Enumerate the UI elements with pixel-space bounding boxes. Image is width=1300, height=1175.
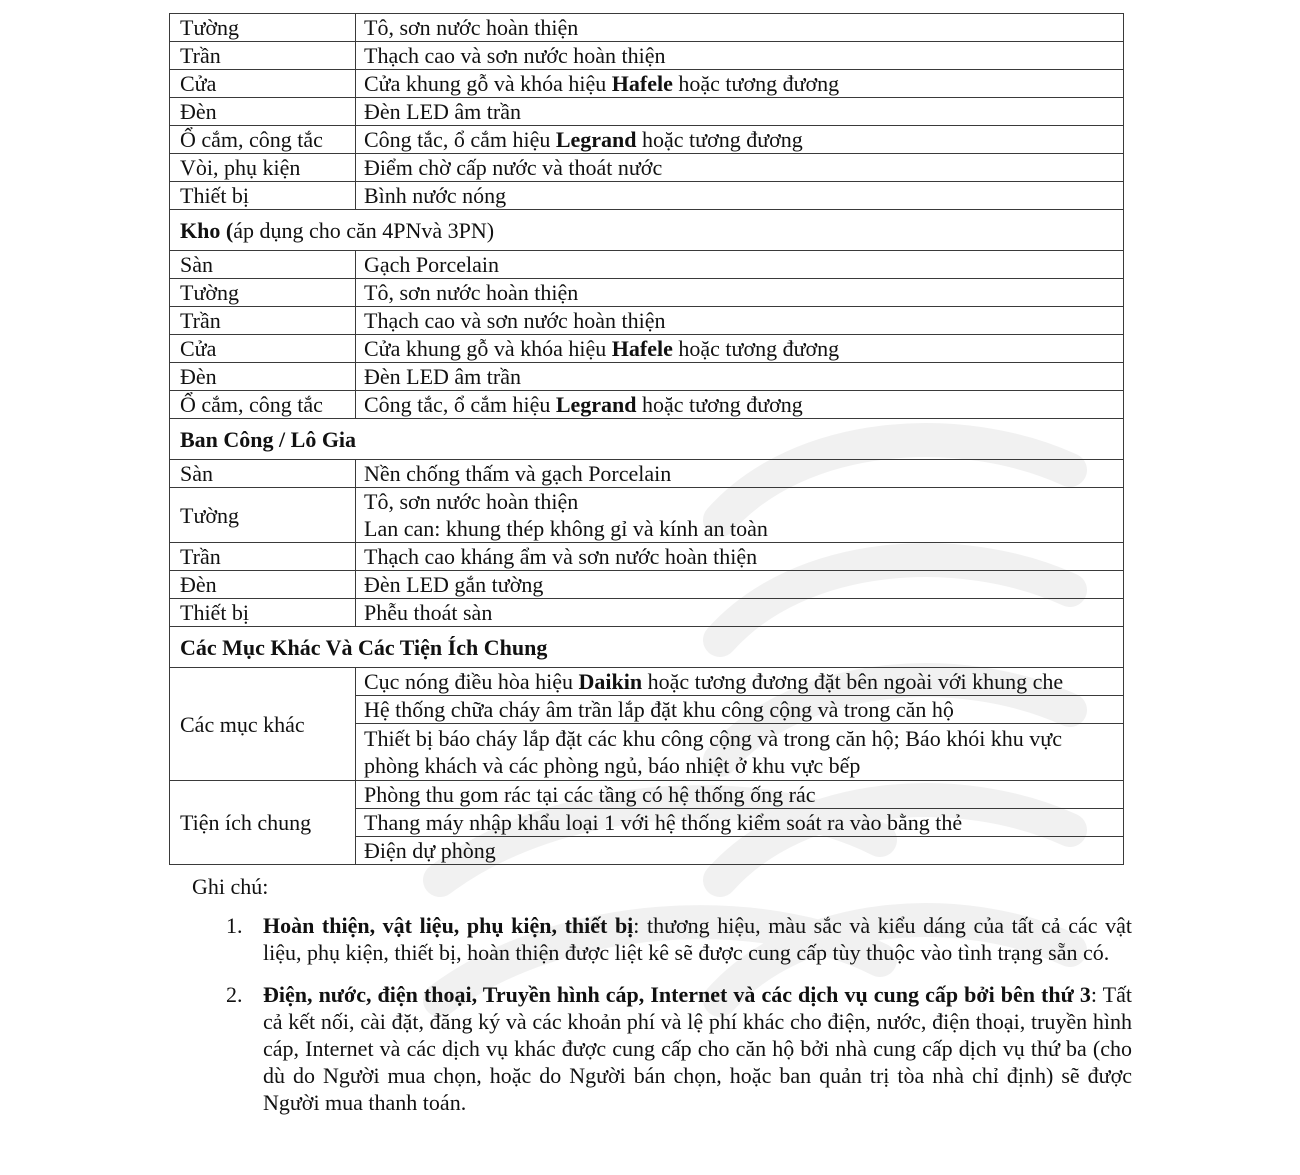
spec-cell: [356, 251, 1124, 279]
item-cell: Vòi, phụ kiện: [170, 154, 356, 182]
spec-cell: [356, 182, 1124, 210]
item-cell: Tiện ích chung: [170, 781, 356, 865]
spec-text: Thạch cao kháng ẩm và sơn nước hoàn thiện: [364, 544, 758, 569]
item-cell: Sàn: [170, 460, 356, 488]
spec-text: Điểm chờ cấp nước và thoát nước: [364, 155, 663, 180]
note-item: [192, 981, 1132, 1116]
spec-cell: [356, 279, 1124, 307]
item-cell: Đèn: [170, 363, 356, 391]
spec-text: Cửa khung gỗ và khóa hiệu: [364, 336, 612, 361]
table-row: [170, 126, 1124, 154]
table-group-row: [170, 781, 1124, 865]
spec-line: [356, 696, 1123, 724]
finishing-spec-table: [169, 13, 1124, 865]
spec-line: [356, 781, 1123, 809]
spec-text: Phòng thu gom rác tại các tầng có hệ thống ống rác: [364, 782, 816, 807]
spec-text: Gạch Porcelain: [364, 252, 499, 277]
table-row: [170, 391, 1124, 419]
note-title: Hoàn thiện, vật liệu, phụ kiện, thiết bị: [263, 913, 634, 938]
section-title-bold: Ban Công / Lô Gia: [180, 426, 357, 452]
spec-text: hoặc tương đương: [636, 127, 803, 152]
table-row: [170, 335, 1124, 363]
spec-text: Đèn LED âm trần: [364, 364, 521, 389]
table-row: [170, 363, 1124, 391]
spec-cell: [356, 307, 1124, 335]
spec-text: Thạch cao và sơn nước hoàn thiện: [364, 43, 666, 68]
spec-text: hoặc tương đương: [672, 336, 840, 361]
note-number: 2.: [226, 982, 243, 1007]
spec-line: [356, 724, 1123, 780]
notes-list: [192, 912, 1132, 1116]
spec-cell: [356, 335, 1124, 363]
spec-text: Bình nước nóng: [364, 183, 507, 208]
section-title-bold: Các Mục Khác Và Các Tiện Ích Chung: [180, 634, 548, 660]
brand-name: Hafele: [611, 336, 673, 361]
table-row: [170, 488, 1124, 543]
section-title: [170, 419, 1124, 460]
note-title: Điện, nước, điện thoại, Truyền hình cáp, Internet và các dịch vụ cung cấp bởi bên thứ 3: [263, 982, 1091, 1007]
table-row: [170, 460, 1124, 488]
spec-text-line-2: Lan can: khung thép không gỉ và kính an toàn: [364, 516, 768, 541]
spec-text: Thạch cao và sơn nước hoàn thiện: [364, 308, 666, 333]
notes-label: Ghi chú:: [192, 874, 269, 899]
spec-cell: [356, 154, 1124, 182]
spec-text: Công tắc, ổ cắm hiệu: [364, 127, 556, 152]
section-title: [170, 627, 1124, 668]
note-number: 1.: [226, 913, 243, 938]
spec-cell: [356, 98, 1124, 126]
spec-text: Nền chống thấm và gạch Porcelain: [364, 461, 672, 486]
spec-cell: [356, 571, 1124, 599]
item-cell: Thiết bị: [170, 182, 356, 210]
section-title: [170, 210, 1124, 251]
item-cell: Cửa: [170, 335, 356, 363]
item-cell: Trần: [170, 543, 356, 571]
item-cell: Các mục khác: [170, 668, 356, 781]
item-cell: Đèn: [170, 98, 356, 126]
spec-cell: [356, 599, 1124, 627]
section-header-row: [170, 627, 1124, 668]
spec-cell: [356, 363, 1124, 391]
spec-cell: [356, 126, 1124, 154]
brand-name: Hafele: [611, 71, 673, 96]
table-row: [170, 42, 1124, 70]
section-title-note: áp dụng cho căn 4PNvà 3PN): [233, 217, 495, 243]
spec-text: Cục nóng điều hòa hiệu: [364, 669, 579, 694]
spec-cell: [356, 70, 1124, 98]
spec-cell: [356, 488, 1124, 543]
spec-text: Đèn LED âm trần: [364, 99, 521, 124]
item-cell: Tường: [170, 488, 356, 543]
table-row: [170, 279, 1124, 307]
item-cell: Sàn: [170, 251, 356, 279]
spec-text: hoặc tương đương: [636, 392, 803, 417]
item-cell: Cửa: [170, 70, 356, 98]
table-group-row: [170, 668, 1124, 781]
item-cell: Ổ cắm, công tắc: [170, 391, 356, 419]
brand-name: Legrand: [555, 392, 637, 417]
table-row: [170, 599, 1124, 627]
spec-cell: [356, 14, 1124, 42]
spec-text: Hệ thống chữa cháy âm trần lắp đặt khu công cộng và trong căn hộ: [364, 697, 954, 722]
spec-cell: [356, 460, 1124, 488]
note-text: : Tất cả kết nối, cài đặt, đăng ký và các khoản phí và lệ phí khác cho điện, nước, điện thoại, truyền hình cáp, Internet và các dịch vụ khác được cung cấp cho căn hộ bởi nhà cung cấp dịch vụ thứ ba (cho dù do Người mua chọn, hoặc do Người bán chọn, hoặc ban quản trị tòa nhà chỉ định) sẽ được Người mua thanh toán.: [263, 982, 1132, 1115]
spec-text: Điện dự phòng: [364, 838, 496, 863]
item-cell: Thiết bị: [170, 599, 356, 627]
spec-text: hoặc tương đương: [672, 71, 840, 96]
spec-text: Tô, sơn nước hoàn thiện: [364, 489, 579, 514]
spec-text: Đèn LED gắn tường: [364, 572, 544, 597]
spec-line: [356, 837, 1123, 864]
table-row: [170, 543, 1124, 571]
spec-text: Công tắc, ổ cắm hiệu: [364, 392, 556, 417]
table-row: [170, 251, 1124, 279]
item-cell: Tường: [170, 279, 356, 307]
spec-line: [356, 668, 1123, 696]
spec-cell-group: [356, 668, 1124, 781]
section-title-bold: Kho (: [180, 217, 234, 243]
spec-text: Thiết bị báo cháy lắp đặt các khu công cộng và trong căn hộ; Báo khói khu vực phòng khách và các phòng ngủ, báo nhiệt ở khu vực bếp: [364, 726, 1062, 778]
spec-text: Cửa khung gỗ và khóa hiệu: [364, 71, 612, 96]
table-row: [170, 307, 1124, 335]
table-row: [170, 182, 1124, 210]
note-text: : thương hiệu, màu sắc và kiểu dáng của tất cả các vật liệu, phụ kiện, thiết bị, hoàn thiện được liệt kê sẽ được cung cấp tùy thuộc vào tình trạng sẵn có.: [263, 913, 1132, 965]
table-row: [170, 98, 1124, 126]
table-row: [170, 70, 1124, 98]
spec-text: hoặc tương đương đặt bên ngoài với khung che: [642, 669, 1064, 694]
note-item: [192, 912, 1132, 966]
item-cell: Trần: [170, 307, 356, 335]
spec-line: [356, 809, 1123, 837]
item-cell: Ổ cắm, công tắc: [170, 126, 356, 154]
spec-cell: [356, 543, 1124, 571]
spec-cell: [356, 42, 1124, 70]
section-header-row: [170, 210, 1124, 251]
brand-name: Daikin: [578, 669, 643, 694]
section-header-row: [170, 419, 1124, 460]
item-cell: Trần: [170, 42, 356, 70]
spec-text: Phễu thoát sàn: [364, 600, 493, 625]
spec-text: Tô, sơn nước hoàn thiện: [364, 15, 579, 40]
notes-section: [192, 873, 1132, 1131]
spec-text: Tô, sơn nước hoàn thiện: [364, 280, 579, 305]
spec-cell: [356, 391, 1124, 419]
table-row: [170, 154, 1124, 182]
item-cell: Tường: [170, 14, 356, 42]
table-row: [170, 571, 1124, 599]
table-row: [170, 14, 1124, 42]
item-cell: Đèn: [170, 571, 356, 599]
brand-name: Legrand: [555, 127, 637, 152]
spec-text: Thang máy nhập khẩu loại 1 với hệ thống kiểm soát ra vào bằng thẻ: [364, 810, 963, 835]
spec-cell-group: [356, 781, 1124, 865]
spec-table-container: [169, 13, 1124, 865]
